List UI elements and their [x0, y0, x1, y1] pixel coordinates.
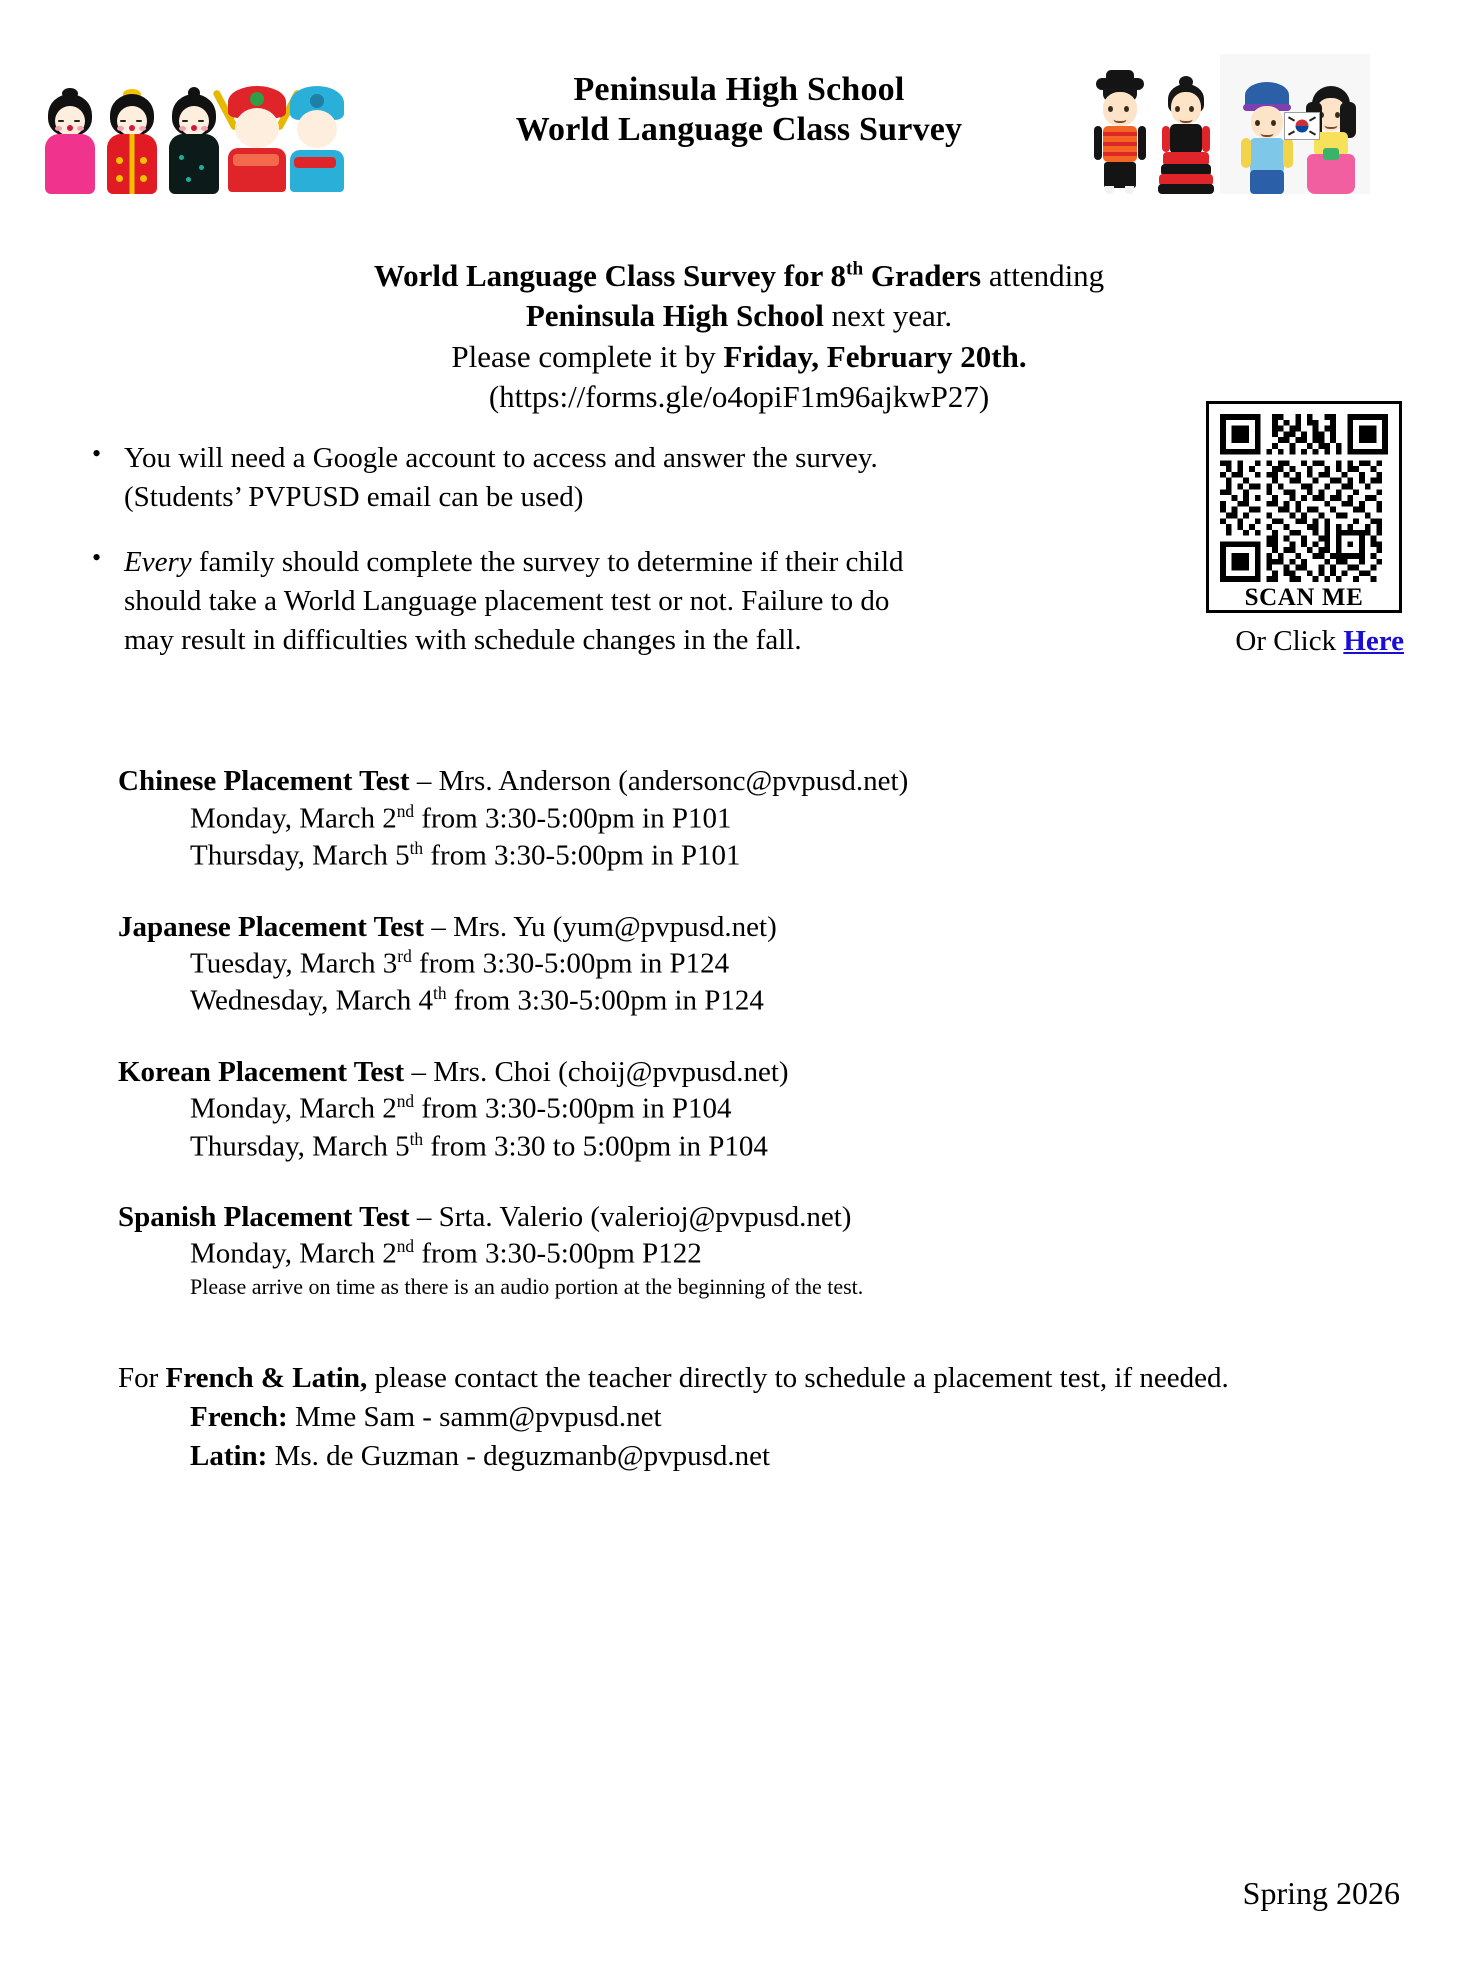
test-session [118, 1235, 1400, 1272]
qr-code-box[interactable] [1206, 401, 1402, 613]
session-day: Monday, March 2 [190, 802, 397, 835]
or-click-prefix: Or Click [1235, 625, 1344, 658]
test-dash: – [424, 910, 454, 943]
deadline-date: Friday, February 20th. [723, 338, 1027, 374]
school-header-title [0, 70, 1478, 150]
latin-contact [118, 1437, 1400, 1476]
test-teacher-contact: Mrs. Anderson (andersonc@pvpusd.net) [438, 765, 909, 798]
intro-block [78, 256, 1400, 417]
document-body [0, 256, 1478, 1476]
session-ordinal: nd [396, 800, 415, 821]
closing-rest: please contact the teacher directly to schedule a placement test, if needed. [367, 1362, 1229, 1395]
test-session [118, 945, 1400, 982]
intro-title-rest-1: attending [981, 258, 1105, 293]
french-latin-section [78, 1359, 1400, 1476]
session-ordinal: nd [396, 1091, 415, 1112]
session-ordinal: th [409, 1128, 424, 1149]
intro-line-1 [78, 256, 1400, 296]
deadline-prefix: Please complete it by [451, 338, 724, 374]
qr-section [1206, 401, 1406, 658]
bullet-text: family should complete the survey to determine if their child should take a World Language placement test or not. Failure to do may result in difficulties with schedule changes in the fall. [124, 545, 904, 656]
session-day: Thursday, March 5 [190, 1130, 410, 1163]
test-heading [118, 909, 1400, 945]
session-time: from 3:30-5:00pm P122 [414, 1238, 702, 1271]
french-latin-instruction [118, 1359, 1400, 1398]
intro-title-bold-1: World Language Class Survey for 8 [373, 258, 847, 293]
intro-deadline-line [78, 337, 1400, 377]
test-session [118, 800, 1400, 837]
document-header [0, 48, 1478, 198]
test-session [118, 1090, 1400, 1127]
french-contact [118, 1398, 1400, 1437]
session-day: Monday, March 2 [190, 1092, 397, 1125]
session-ordinal: th [433, 983, 447, 1004]
test-dash: – [404, 1055, 434, 1088]
placement-test-chinese [118, 763, 1400, 874]
document-title: World Language Class Survey [515, 111, 963, 149]
closing-prefix: For [118, 1362, 166, 1395]
list-item [78, 543, 923, 660]
bullet-marker-icon: • [92, 542, 102, 572]
test-heading [118, 1054, 1400, 1090]
latin-label: Latin: [190, 1440, 268, 1473]
session-ordinal: rd [397, 945, 412, 966]
latin-teacher: Ms. de Guzman - deguzmanb@pvpusd.net [267, 1440, 771, 1473]
test-language-label: Japanese Placement Test [118, 910, 425, 943]
test-dash: – [409, 1201, 439, 1234]
test-session [118, 982, 1400, 1019]
session-day: Monday, March 2 [190, 1238, 397, 1271]
closing-languages: French & Latin, [165, 1362, 368, 1395]
test-teacher-contact: Mrs. Yu (yum@pvpusd.net) [453, 910, 777, 943]
session-time: from 3:30-5:00pm in P104 [414, 1092, 732, 1125]
test-session [118, 837, 1400, 874]
test-language-label: Korean Placement Test [118, 1055, 405, 1088]
placement-test-spanish [118, 1199, 1400, 1301]
session-day: Wednesday, March 4 [190, 985, 434, 1018]
placement-test-japanese [118, 909, 1400, 1020]
test-teacher-contact: Srta. Valerio (valerioj@pvpusd.net) [438, 1201, 852, 1234]
test-arrival-note: Please arrive on time as there is an audio portion at the beginning of the test. [190, 1273, 864, 1299]
session-time: from 3:30 to 5:00pm in P104 [423, 1130, 768, 1163]
session-time: from 3:30-5:00pm in P101 [423, 839, 741, 872]
test-session [118, 1128, 1400, 1165]
session-time: from 3:30-5:00pm in P101 [414, 802, 732, 835]
session-time: from 3:30-5:00pm in P124 [411, 947, 730, 980]
scan-me-label: SCAN ME [1244, 584, 1364, 612]
bullets-and-qr-row [78, 439, 1404, 659]
intro-ordinal-suffix: th [846, 258, 864, 280]
bullet-marker-icon: • [92, 439, 102, 469]
intro-title-bold-2: Graders [863, 258, 982, 293]
footer-term: Spring 2026 [1242, 1875, 1400, 1911]
bullet-italic-lead: Every [124, 545, 192, 578]
bullet-text: You will need a Google account to access and answer the survey. (Students’ PVPUSD email can be used) [124, 442, 878, 514]
list-item [78, 439, 923, 517]
survey-url[interactable]: (https://forms.gle/o4opiF1m96ajkwP27) [488, 378, 990, 414]
school-name: Peninsula High School [573, 71, 905, 108]
test-language-label: Spanish Placement Test [118, 1201, 410, 1234]
session-day: Tuesday, March 3 [190, 947, 398, 980]
intro-line-2 [78, 296, 1400, 336]
placement-tests-list [78, 763, 1400, 1301]
test-heading [118, 763, 1400, 799]
test-teacher-contact: Mrs. Choi (choij@pvpusd.net) [433, 1055, 789, 1088]
qr-code-icon[interactable] [1220, 414, 1388, 582]
intro-school-bold: Peninsula High School [525, 298, 824, 334]
french-teacher: Mme Sam - samm@pvpusd.net [287, 1401, 662, 1434]
french-label: French: [190, 1401, 288, 1434]
test-language-label: Chinese Placement Test [118, 765, 410, 798]
placement-test-korean [118, 1054, 1400, 1165]
session-day: Thursday, March 5 [190, 839, 410, 872]
or-click-line [1206, 625, 1406, 658]
session-ordinal: nd [396, 1236, 415, 1257]
session-time: from 3:30-5:00pm in P124 [446, 985, 764, 1018]
test-heading [118, 1199, 1400, 1235]
intro-title-rest-2: next year. [823, 298, 953, 334]
survey-link[interactable]: Here [1343, 625, 1404, 658]
bullet-list [78, 439, 923, 659]
session-ordinal: th [409, 838, 424, 859]
test-dash: – [409, 765, 439, 798]
